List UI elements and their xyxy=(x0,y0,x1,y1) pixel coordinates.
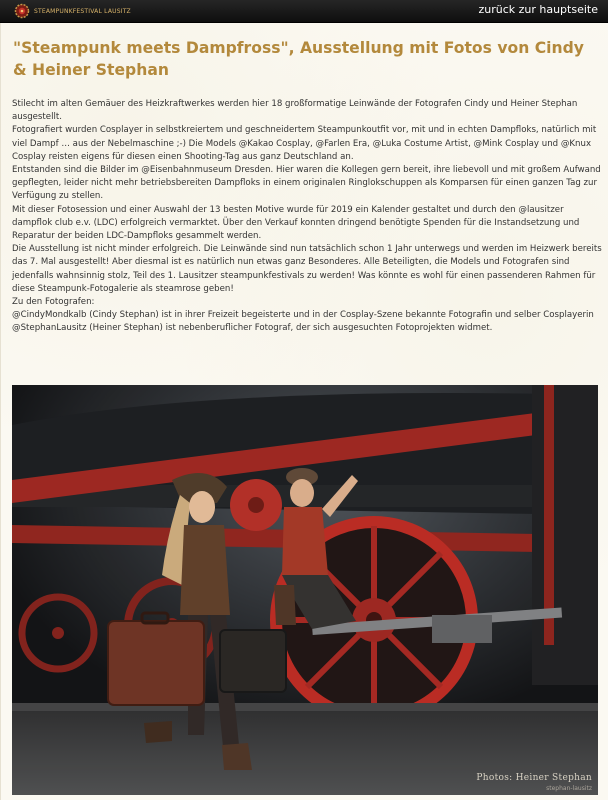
paragraph-museum: Entstanden sind die Bilder im @Eisenbahnmuseum Dresden. Hier waren die Kollegen gern bereit, ihre liebevoll und mit großem Aufwand gepflegten, leider nicht mehr betriebsbereiten Dampfloks in einem originalen Ringlokschuppen als Komparsen für einen ganzen Tag zur Verfügung zu stellen. xyxy=(12,165,601,202)
logo-text: STEAMPUNKFESTIVAL LAUSITZ xyxy=(34,7,131,15)
article-body xyxy=(12,98,604,336)
paragraph-photographers-heading: Zu den Fotografen: xyxy=(12,297,95,308)
paragraph-photographers: @CindyMondkalb (Cindy Stephan) ist in ihrer Freizeit begeisterte und in der Cosplay-Szene bekannte Fotografin und selber Cosplayerin @StephanLausitz (Heiner Stephan) ist nebenberuflicher Fotograf, der sich ausgesuchten Fotoprojekten widmet. xyxy=(12,310,594,334)
paragraph-calendar: Mit dieser Fotosession und einer Auswahl der 13 besten Motive wurde für 2019 ein Kalender gestaltet und durch den @lausitzer dampflok club e.v. (LDC) erfolgreich vermarktet. Über den Verkauf konnten dringend benötigte Spenden für die Instandsetzung und Reparatur der beiden LDC-Dampfloks gesammelt werden. xyxy=(12,204,580,242)
photo-credit: Photos: Heiner Stephan xyxy=(476,773,592,783)
festival-logo[interactable] xyxy=(14,3,131,19)
gear-rose-icon xyxy=(14,3,30,19)
article-title: "Steampunk meets Dampfross", Ausstellung mit Fotos von Cindy & Heiner Stephan xyxy=(13,39,584,79)
exhibition-photo xyxy=(12,385,598,795)
photo-credit-sub: stephan-lausitz xyxy=(546,785,592,792)
locomotive-cosplay-illustration xyxy=(12,385,598,795)
back-to-homepage-link[interactable]: zurück zur hauptseite xyxy=(478,3,598,16)
paragraph-exhibition: Die Ausstellung ist nicht minder erfolgreich. Die Leinwände sind nun tatsächlich schon 1 Jahr unterwegs und werden im Heizwerk bereits das 7. Mal ausgestellt! Aber diesmal ist es natürlich nun etwas ganz Besonderes. Alle Beteiligten, die Models und Fotografen sind jedenfalls wahnsinnig stolz, Teil des 1. Lausitzer steampunkfestivals zu werden! Was könnte es wohl für einen passenderen Rahmen für diese Steampunk-Fotogalerie als steamrose geben! xyxy=(12,244,602,294)
top-navigation-bar xyxy=(0,0,608,23)
paragraph-intro: Stilecht im alten Gemäuer des Heizkraftwerkes werden hier 18 großformatige Leinwände der Fotografen Cindy und Heiner Stephan ausgestellt. xyxy=(12,99,578,123)
paragraph-cosplayers: Fotografiert wurden Cosplayer in selbstkreiertem und geschneidertem Steampunkoutfit vor, mit und in echten Dampfloks, natürlich mit viel Dampf … aus der Nebelmaschine ;-) Die Models @Kakao Cosplay, @Farlen Era, @Luka Costume Artist, @Mink Cosplay und @Knux Cosplay reisten eigens für diesen einen Shooting-Tag aus ganz Deutschland an. xyxy=(12,125,597,162)
